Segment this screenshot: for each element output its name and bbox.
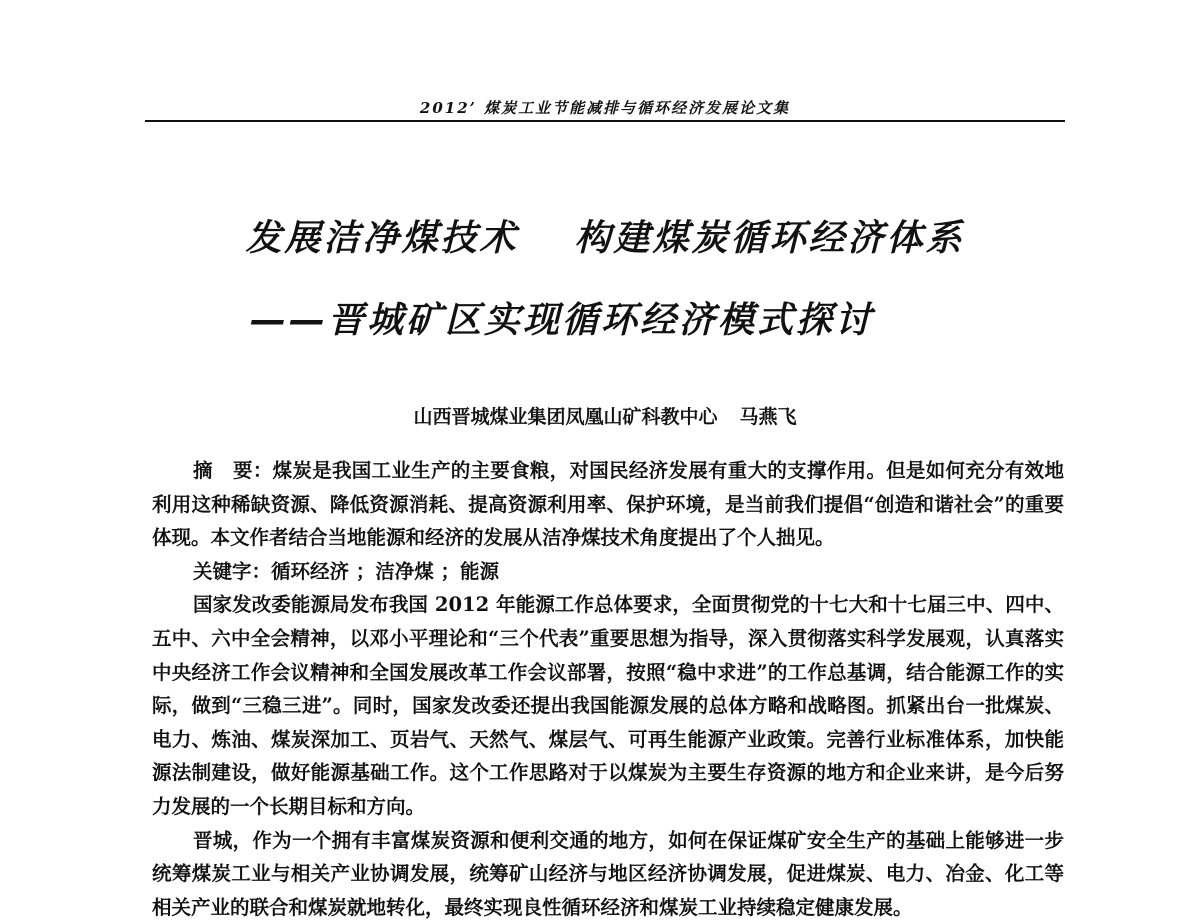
article-body	[152, 454, 1064, 924]
article-title	[145, 210, 1065, 261]
header-rule	[145, 120, 1065, 122]
title-part-2: 构建煤炭循环经济体系	[574, 218, 965, 259]
abstract	[152, 454, 1064, 555]
abstract-label: 摘 要：	[192, 459, 273, 482]
keywords	[152, 555, 1064, 589]
body-paragraph-1: 国家发改委能源局发布我国 2012 年能源工作总体要求，全面贯彻党的十七大和十七届三中、四中、五中、六中全会精神，以邓小平理论和“三个代表”重要思想为指导，深入贯彻落实科学发展观，认真落实中央经济工作会议精神和全国发展改革工作会议部署，按照“稳中求进”的工作总基调，结合能源工作的实际，做到“三稳三进”。同时，国家发改委还提出我国能源发展的总体方略和战略图。抓紧出台一批煤炭、电力、炼油、煤炭深加工、页岩气、天然气、煤层气、可再生能源产业政策。完善行业标准体系，加快能源法制建设，做好能源基础工作。这个工作思路对于以煤炭为主要生存资源的地方和企业来讲，是今后努力发展的一个长期目标和方向。	[152, 593, 1064, 818]
body-paragraph-2: 晋城，作为一个拥有丰富煤炭资源和便利交通的地方，如何在保证煤矿安全生产的基础上能够进一步统筹煤炭工业与相关产业协调发展，统筹矿山经济与地区经济协调发展，促进煤炭、电力、冶金、化工等相关产业的联合和煤炭就地转化，最终实现良性循环经济和煤炭工业持续稳定健康发展。	[152, 828, 1064, 919]
title-part-1: 发展洁净煤技术	[245, 218, 519, 259]
affiliation: 山西晋城煤业集团凤凰山矿科教中心	[413, 406, 718, 428]
article-subtitle: ——晋城矿区实现循环经济模式探讨	[250, 300, 875, 341]
abstract-text: 煤炭是我国工业生产的主要食粮，对国民经济发展有重大的支撑作用。但是如何充分有效地利用这种稀缺资源、降低资源消耗、提高资源利用率、保护环境，是当前我们提倡“创造和谐社会”的重要体现。本文作者结合当地能源和经济的发展从洁净煤技术角度提出了个人拙见。	[152, 459, 1064, 550]
keywords-label: 关键字：	[192, 559, 271, 583]
author-name: 马燕飞	[739, 406, 797, 428]
keywords-text: 循环经济 ；洁净煤 ；能源	[270, 559, 500, 583]
author-line	[145, 402, 1065, 429]
running-header: 2012’ 煤炭工业节能减排与循环经济发展论文集	[419, 99, 791, 117]
